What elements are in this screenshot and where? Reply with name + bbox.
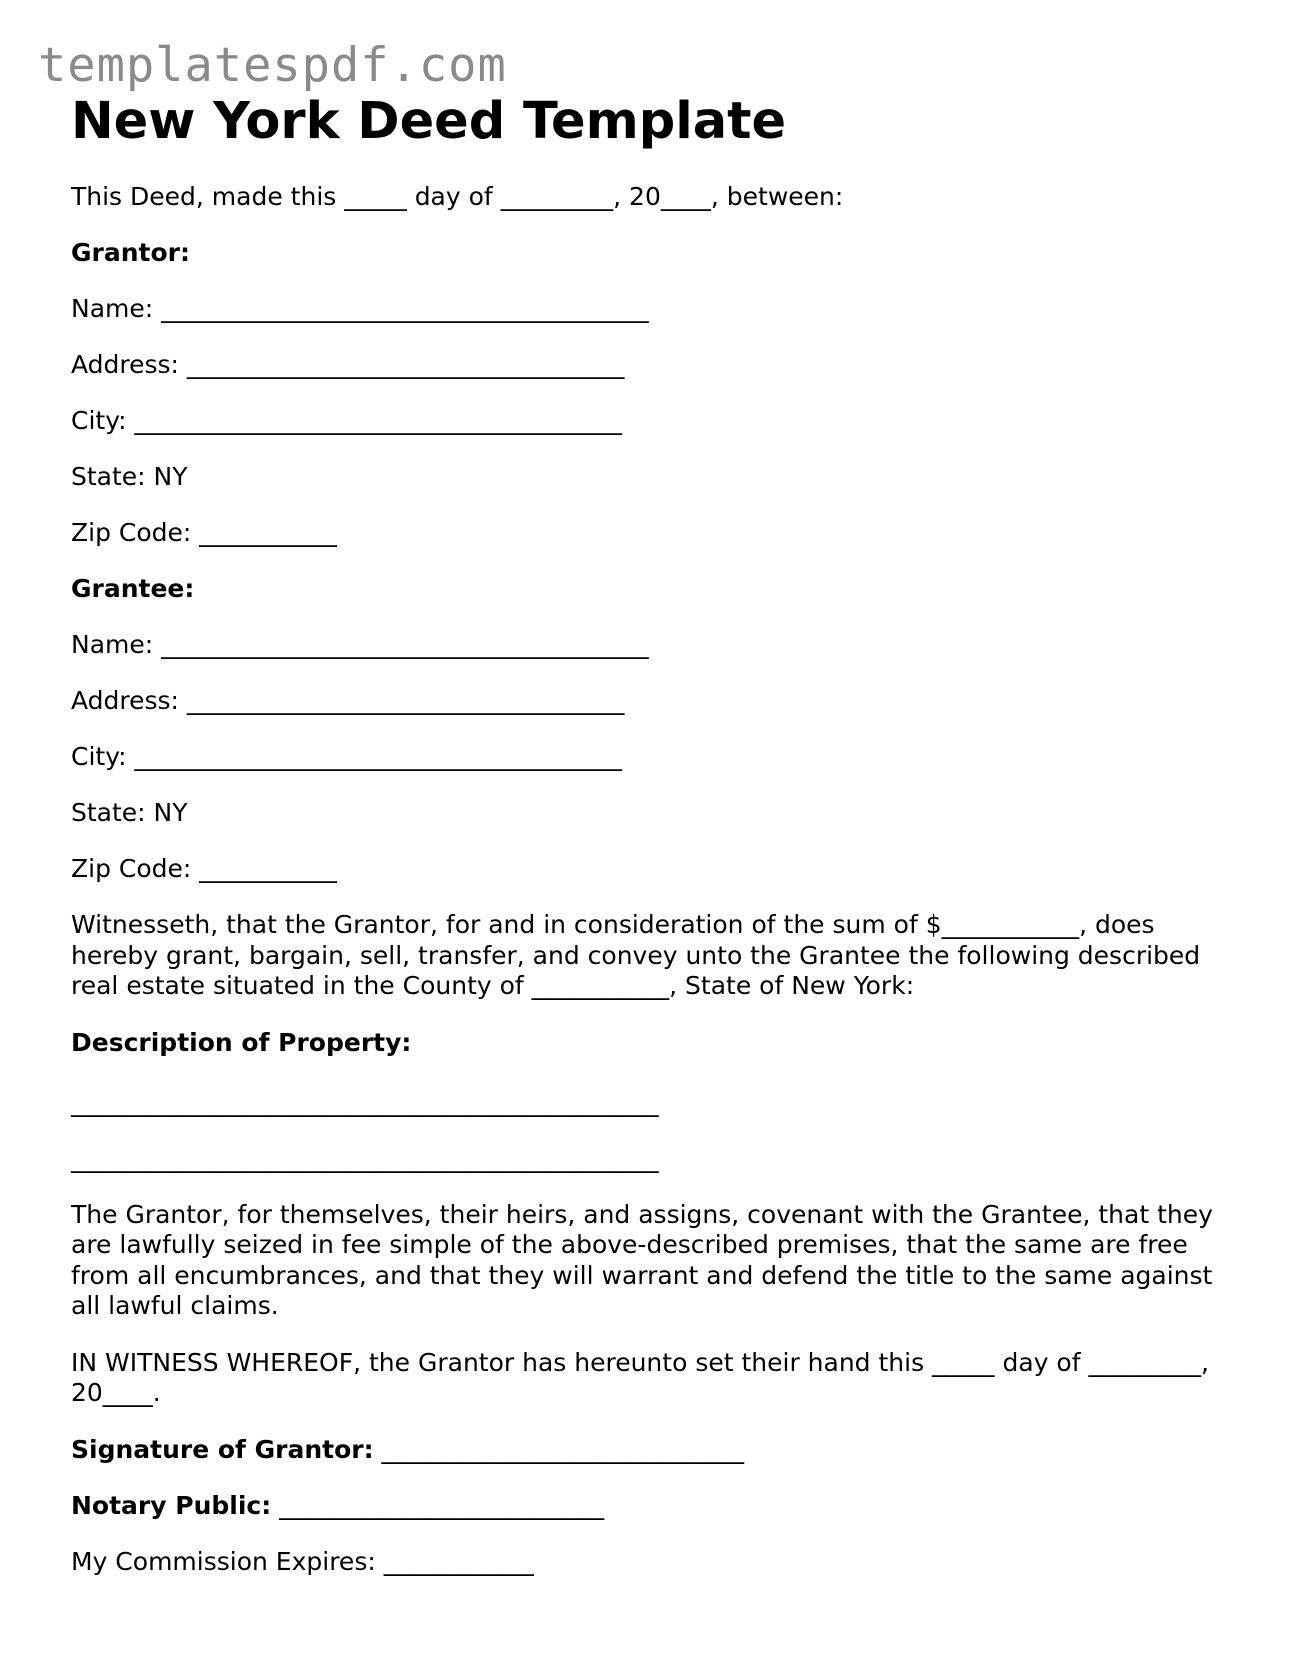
signature-blank: _____________________________ — [373, 1434, 745, 1464]
description-blank-line: _______________________________________________ — [71, 1087, 659, 1117]
grantor-city-field: City: _______________________________________ — [71, 406, 623, 435]
grantor-zip-field: Zip Code: ___________ — [71, 518, 337, 547]
deed-document — [71, 92, 1231, 1603]
description-lines — [71, 1088, 1231, 1174]
witnesseth-paragraph: Witnesseth, that the Grantor, for and in consideration of the sum of $___________, does hereby grant, bargain, sell, transfer, and convey unto the Grantee the following described real estate situated in the County of ___________, State of New York: — [71, 910, 1209, 1000]
grantee-state-field: State: NY — [71, 798, 188, 827]
grantee-zip-field: Zip Code: ___________ — [71, 854, 337, 883]
grantee-heading: Grantee: — [71, 574, 195, 603]
in-witness-paragraph: IN WITNESS WHEREOF, the Grantor has hereunto set their hand this _____ day of _________, 20____. — [71, 1347, 1217, 1407]
grantor-state-field: State: NY — [71, 462, 188, 491]
covenant-paragraph: The Grantor, for themselves, their heirs, and assigns, covenant with the Grantee, that they are lawfully seized in fee simple of the above-described premises, that the same are free from all encumbrances, and that they will warrant and defend the title to the same against all lawful claims. — [71, 1199, 1221, 1320]
grantor-heading: Grantor: — [71, 238, 190, 267]
watermark-logo: templatespdf.com — [38, 38, 507, 93]
description-blank-line: _______________________________________________ — [71, 1143, 659, 1173]
grantor-address-field: Address: ___________________________________ — [71, 350, 625, 379]
notary-label: Notary Public: — [71, 1490, 272, 1520]
signature-line — [71, 1435, 1231, 1465]
commission-line: My Commission Expires: ____________ — [71, 1546, 534, 1576]
grantee-name-field: Name: _______________________________________ — [71, 630, 649, 659]
signature-label: Signature of Grantor: — [71, 1434, 374, 1464]
description-heading: Description of Property: — [71, 1027, 412, 1057]
notary-line — [71, 1491, 1231, 1521]
grantor-name-field: Name: _______________________________________ — [71, 294, 649, 323]
notary-blank: __________________________ — [271, 1490, 605, 1520]
intro-line: This Deed, made this _____ day of _________, 20____, between: — [71, 182, 844, 211]
grantee-address-field: Address: ___________________________________ — [71, 686, 625, 715]
document-title: New York Deed Template — [71, 92, 787, 151]
grantee-city-field: City: _______________________________________ — [71, 742, 623, 771]
